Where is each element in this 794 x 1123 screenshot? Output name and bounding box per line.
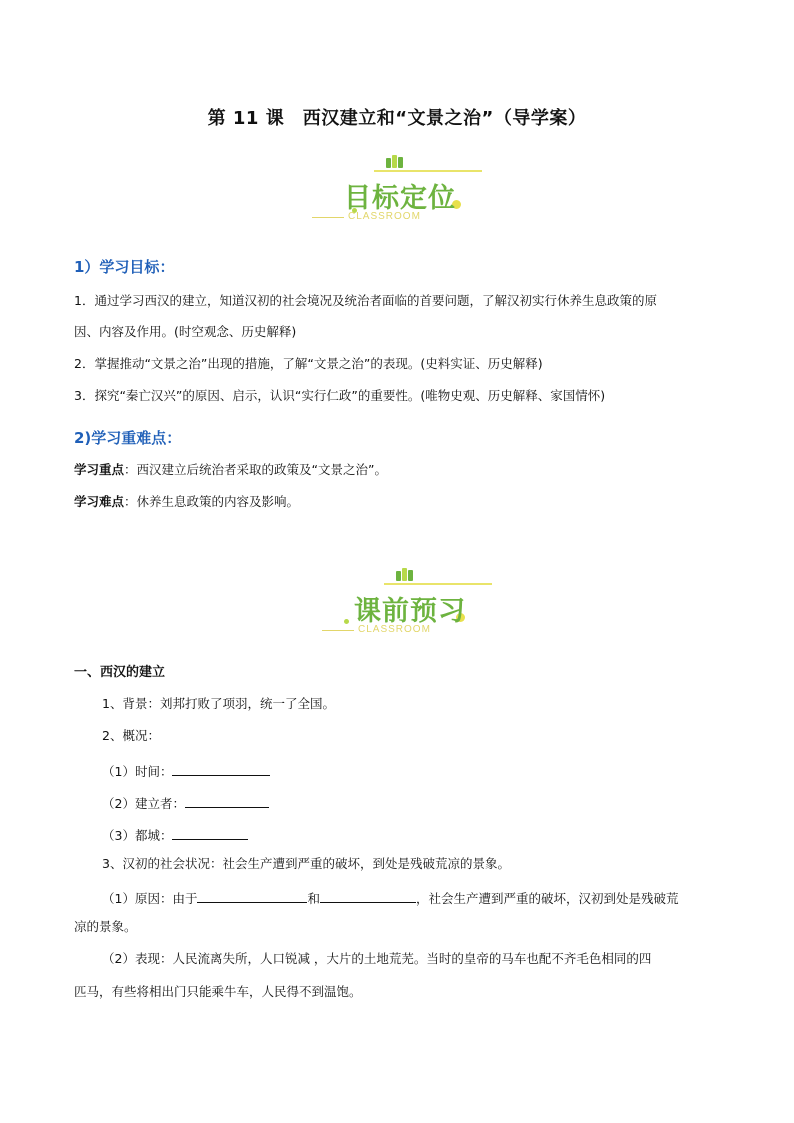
cause-line-1: [102, 890, 679, 906]
capital-blank[interactable]: [172, 827, 248, 840]
time-blank[interactable]: [172, 763, 270, 776]
overview-line: 2、概况：: [102, 728, 160, 743]
founder-item: [102, 795, 269, 811]
objective-item-2: 2．掌握推动“文景之治”出现的措施，了解“文景之治”的表现。(史料实证、历史解释): [74, 356, 543, 371]
background-line: 1、背景：刘邦打败了项羽，统一了全国。: [102, 696, 335, 711]
section-title-western-han: 一、西汉的建立: [74, 665, 166, 680]
cause-line-2: 凉的景象。: [74, 919, 137, 934]
key-difficulty: [74, 496, 299, 509]
founder-label: （2）建立者：: [102, 796, 185, 811]
badge-subtitle: CLASSROOM: [348, 211, 421, 222]
time-item: [102, 763, 270, 779]
objectives-heading: 1）学习目标：: [74, 258, 175, 276]
badge-heading: 课前预习: [354, 596, 466, 627]
badge-heading: 目标定位: [344, 183, 456, 214]
social-status-line: 3、汉初的社会状况：社会生产遭到严重的破坏，到处是残破荒凉的景象。: [102, 856, 510, 871]
key-difficulty-text: ：休养生息政策的内容及影响。: [124, 494, 300, 509]
books-icon: [386, 154, 408, 168]
cause-blank-1[interactable]: [197, 890, 307, 903]
objective-item-1-line-2: 因、内容及作用。(时空观念、历史解释): [74, 324, 297, 339]
objective-item-3: 3．探究“秦亡汉兴”的原因、启示，认识“实行仁政”的重要性。(唯物史观、历史解释、家国情怀): [74, 388, 606, 403]
time-label: （1）时间：: [102, 764, 173, 779]
decor-dot-icon: [344, 619, 349, 624]
key-difficulty-label: 学习难点: [74, 494, 125, 509]
capital-item: [102, 827, 248, 843]
section-badge-objectives: [306, 150, 486, 220]
badge-subtitle: CLASSROOM: [358, 624, 431, 635]
page-title: 第 11 课 西汉建立和“文景之治”（导学案）: [207, 108, 587, 129]
cause-suffix: ，社会生产遭到严重的破坏，汉初到处是残破荒: [415, 891, 679, 906]
capital-label: （3）都城：: [102, 828, 173, 843]
cause-and: 和: [307, 891, 320, 906]
key-focus-label: 学习重点: [74, 462, 125, 477]
key-focus: [74, 464, 387, 477]
cause-blank-2[interactable]: [320, 890, 416, 903]
objective-item-1-line-1: 1．通过学习西汉的建立，知道汉初的社会境况及统治者面临的首要问题，了解汉初实行休养生息政策的原: [74, 293, 657, 308]
key-focus-text: ：西汉建立后统治者采取的政策及“文景之治”。: [124, 462, 387, 477]
manifest-line-1: （2）表现：人民流离失所，人口锐减 ，大片的土地荒芜。当时的皇帝的马车也配不齐毛色相同的四: [102, 951, 652, 966]
cause-prefix: （1）原因：由于: [102, 891, 198, 906]
manifest-line-2: 匹马，有些将相出门只能乘牛车，人民得不到温饱。: [74, 984, 362, 999]
section-badge-preview: [316, 563, 496, 633]
books-icon: [396, 567, 418, 581]
key-points-heading: 2)学习重难点：: [74, 429, 182, 447]
founder-blank[interactable]: [185, 795, 269, 808]
